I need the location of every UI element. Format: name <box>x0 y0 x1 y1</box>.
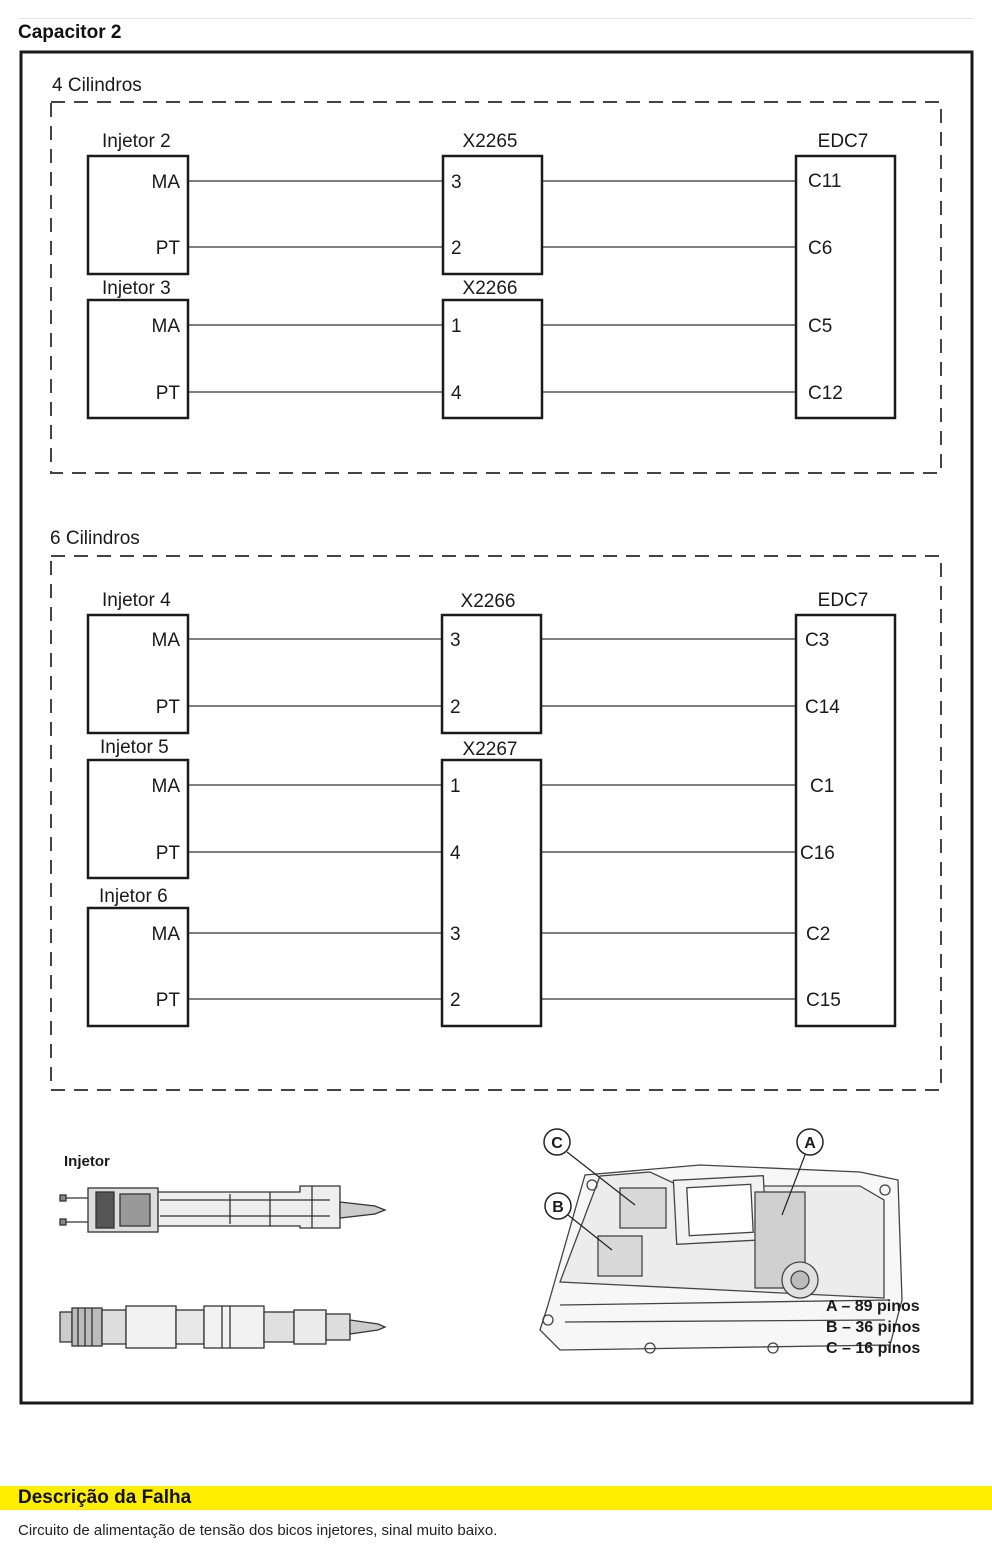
injector-illustration <box>60 1153 385 1348</box>
ecu-pin-label: C11 <box>808 171 842 192</box>
ecu-edc7-label: EDC7 <box>817 590 869 611</box>
ecu-pin-label: C15 <box>806 990 841 1011</box>
ecu-module-illustration <box>540 1129 920 1357</box>
connector-x2266-label: X2266 <box>462 278 518 299</box>
callout-b <box>545 1193 571 1219</box>
ecu-edc7-block-6-cyl <box>796 590 895 1026</box>
connector-pin-label: 1 <box>450 776 461 797</box>
injector-6-label: Injetor 6 <box>99 886 168 907</box>
connector-x2266-block-6-cyl <box>442 591 541 733</box>
injector-4-label: Injetor 4 <box>102 590 171 611</box>
ecu-pin-label: C2 <box>806 924 831 945</box>
connector-pin-label: 3 <box>450 924 461 945</box>
injector-5-block <box>88 737 188 878</box>
connector-x2267-label: X2267 <box>462 739 518 760</box>
injector-pin-label: MA <box>151 776 180 797</box>
ecu-pin-label: C14 <box>805 697 840 718</box>
connector-x2266-label: X2266 <box>460 591 516 612</box>
callout-a <box>797 1129 823 1155</box>
svg-text:B: B <box>552 1199 564 1216</box>
svg-text:C: C <box>551 1135 563 1152</box>
ecu-pin-label: C12 <box>808 383 843 404</box>
ecu-pin-label: C1 <box>810 776 835 797</box>
ecu-edc7-label: EDC7 <box>817 131 869 152</box>
connector-pin-label: 2 <box>450 697 461 718</box>
section-label-4-cyl: 4 Cilindros <box>52 75 142 96</box>
injector-pin-label: PT <box>155 238 180 259</box>
injector-3-block <box>88 278 188 418</box>
ecu-pin-label: C16 <box>800 843 835 864</box>
connector-pin-label: 2 <box>450 990 461 1011</box>
section-label-6-cyl: 6 Cilindros <box>50 528 140 549</box>
connector-pin-label: 3 <box>450 630 461 651</box>
connector-pin-label: 3 <box>451 172 462 193</box>
injector-exterior-drawing <box>60 1306 385 1348</box>
connector-pin-label: 2 <box>451 238 462 259</box>
injector-4-block <box>88 590 188 733</box>
injector-pin-label: PT <box>155 383 180 404</box>
connector-x2265-label: X2265 <box>462 131 518 152</box>
connector-x2265-block <box>443 131 542 274</box>
connector-x2267-block <box>442 739 541 1026</box>
injector-3-label: Injetor 3 <box>102 278 171 299</box>
ecu-edc7-block-4-cyl <box>796 131 895 418</box>
ecu-legend-b: B – 36 pinos <box>826 1319 921 1336</box>
injector-2-label: Injetor 2 <box>102 131 171 152</box>
injector-pin-label: PT <box>155 697 180 718</box>
page-title: Capacitor 2 <box>18 22 122 43</box>
callout-c <box>544 1129 570 1155</box>
connector-pin-label: 1 <box>451 316 462 337</box>
injector-cross-section-drawing <box>60 1186 385 1232</box>
ecu-legend-a: A – 89 pinos <box>826 1298 920 1315</box>
fault-description: Circuito de alimentação de tensão dos bicos injetores, sinal muito baixo. <box>18 1522 498 1539</box>
svg-text:A: A <box>804 1135 816 1152</box>
connector-x2266-block <box>443 278 542 418</box>
connector-pin-label: 4 <box>450 843 461 864</box>
injector-5-label: Injetor 5 <box>100 737 169 758</box>
injector-6-block <box>88 886 188 1026</box>
fault-section-title: Descrição da Falha <box>18 1487 192 1508</box>
ecu-pin-label: C6 <box>808 238 833 259</box>
ecu-pin-label: C3 <box>805 630 830 651</box>
ecu-legend-c: C – 16 pinos <box>826 1340 921 1357</box>
connector-pin-label: 4 <box>451 383 462 404</box>
injector-pin-label: MA <box>151 172 180 193</box>
injector-pin-label: PT <box>155 843 180 864</box>
injector-pin-label: MA <box>151 924 180 945</box>
injector-pin-label: MA <box>151 316 180 337</box>
injector-pin-label: PT <box>155 990 180 1011</box>
injector-pin-label: MA <box>151 630 180 651</box>
injector-figure-title: Injetor <box>64 1153 110 1170</box>
ecu-pin-label: C5 <box>808 316 833 337</box>
injector-2-block <box>88 131 188 274</box>
